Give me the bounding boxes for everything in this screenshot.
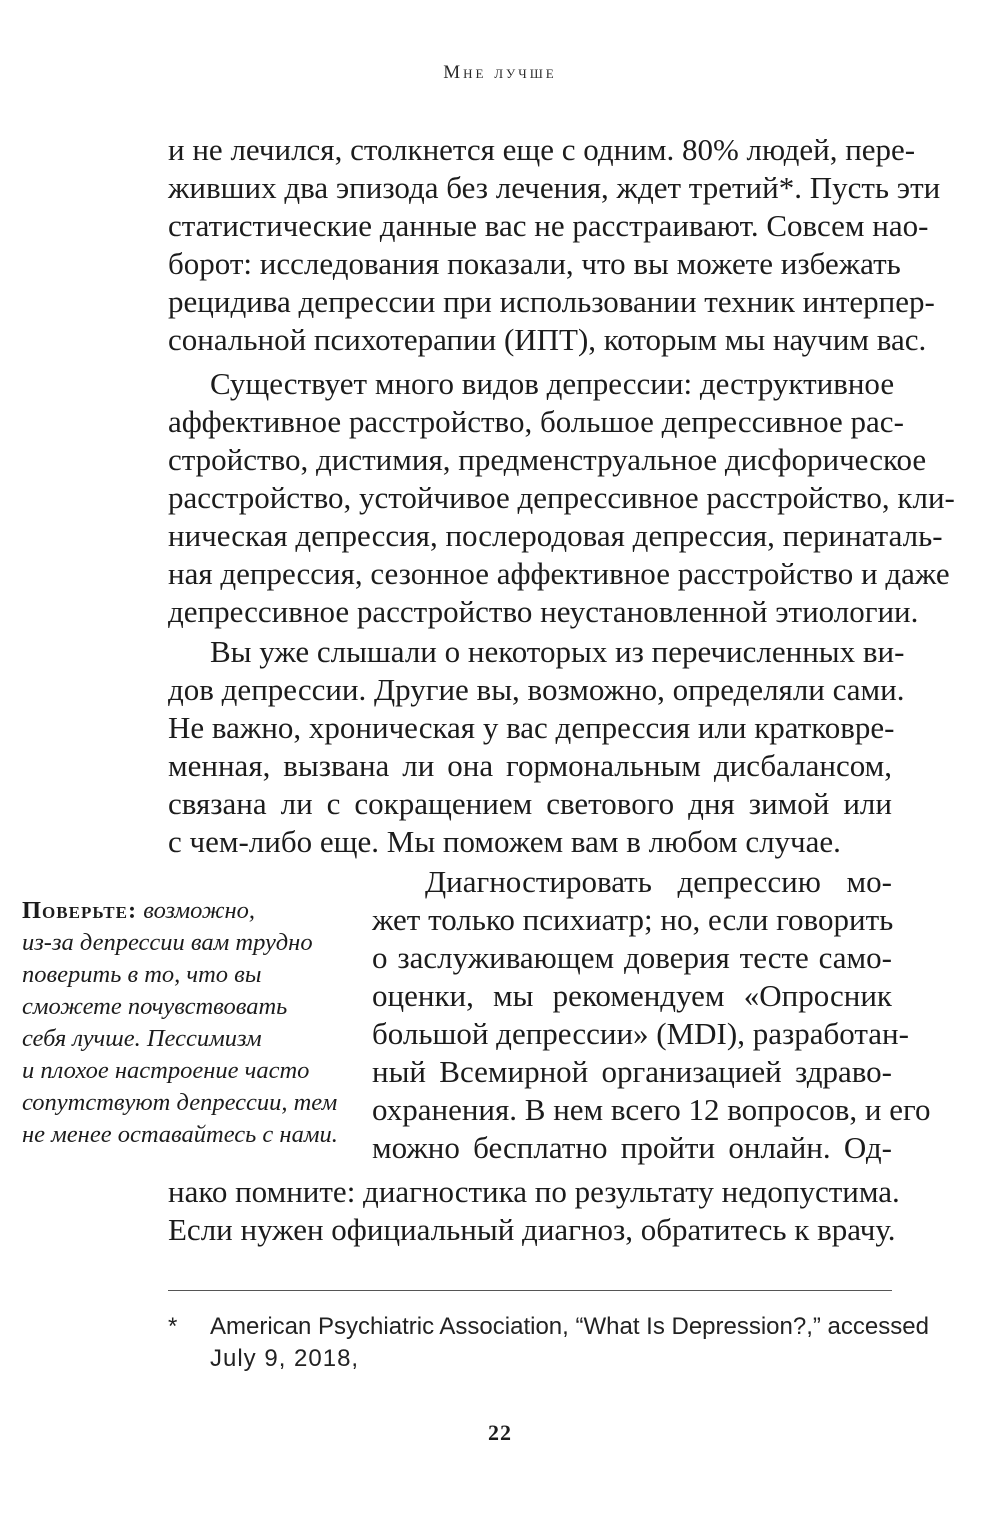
sidebar-note-line: себя лучше. Пессимизм xyxy=(22,1025,262,1052)
body-line: менная, вызвана ли она гормональным дисбалансом, xyxy=(168,748,892,783)
body-line: Диагностировать депрессию мо- xyxy=(425,864,892,899)
body-line: живших два эпизода без лечения, ждет третий*. Пусть эти xyxy=(168,170,941,205)
body-line: рецидива депрессии при использовании техник интерпер- xyxy=(168,284,935,319)
sidebar-note-line: сможете почувствовать xyxy=(22,993,288,1020)
body-line: борот: исследования показали, что вы можете избежать xyxy=(168,246,901,281)
body-line: депрессивное расстройство неустановленной этиологии. xyxy=(168,594,919,629)
sidebar-first-line: возможно, xyxy=(137,897,256,924)
footnote-line: July 9, 2018, xyxy=(210,1345,360,1372)
body-line: расстройство, устойчивое депрессивное расстройство, кли- xyxy=(168,480,955,515)
body-line: дов депрессии. Другие вы, возможно, определяли сами. xyxy=(168,672,905,707)
sidebar-note-line: из-за депрессии вам трудно xyxy=(22,929,313,956)
body-line: аффективное расстройство, большое депрессивное рас- xyxy=(168,404,904,439)
sidebar-lead: Поверьте: xyxy=(22,897,138,924)
sidebar-note-line: и плохое настроение часто xyxy=(22,1057,310,1084)
sidebar-note-line: сопутствуют депрессии, тем xyxy=(22,1089,338,1116)
body-line: охранения. В нем всего 12 вопросов, и его xyxy=(372,1092,931,1127)
body-line: большой депрессии» (MDI), разработан- xyxy=(372,1016,909,1051)
body-line: ническая депрессия, послеродовая депрессия, перинаталь- xyxy=(168,518,943,553)
body-line: сональной психотерапии (ИПТ), которым мы научим вас. xyxy=(168,322,927,357)
body-line: Существует много видов депрессии: деструктивное xyxy=(210,366,895,401)
running-head: Мне лучше xyxy=(443,62,557,83)
body-line: Вы уже слышали о некоторых из перечисленных ви- xyxy=(210,634,905,669)
page-number: 22 xyxy=(488,1420,512,1445)
body-line: Не важно, хроническая у вас депрессия или кратковре- xyxy=(168,710,895,745)
body-line: оценки, мы рекомендуем «Опросник xyxy=(372,978,892,1013)
sidebar-note-line: не менее оставайтесь с нами. xyxy=(22,1121,338,1148)
body-line: Если нужен официальный диагноз, обратитесь к врачу. xyxy=(168,1212,896,1247)
body-line: ный Всемирной организацией здраво- xyxy=(372,1054,892,1089)
sidebar-note-line xyxy=(22,895,352,927)
body-line: можно бесплатно пройти онлайн. Од- xyxy=(372,1130,892,1165)
body-line: ная депрессия, сезонное аффективное расстройство и даже xyxy=(168,556,950,591)
body-line: с чем-либо еще. Мы поможем вам в любом случае. xyxy=(168,824,841,859)
footnote-line: American Psychiatric Association, “What Is Depression?,” accessed xyxy=(210,1313,929,1340)
footnote-marker: * xyxy=(168,1313,178,1340)
body-line: нако помните: диагностика по результату недопустима. xyxy=(168,1174,900,1209)
body-line: связана ли с сокращением светового дня зимой или xyxy=(168,786,892,821)
body-line: статистические данные вас не расстраивают. Совсем нао- xyxy=(168,208,929,243)
sidebar-note-line: поверить в то, что вы xyxy=(22,961,262,988)
body-line: о заслуживающем доверия тесте само- xyxy=(372,940,892,975)
body-line: жет только психиатр; но, если говорить xyxy=(372,902,894,937)
body-line: и не лечился, столкнется еще с одним. 80% людей, пере- xyxy=(168,132,916,167)
body-line: стройство, дистимия, предменструальное дисфорическое xyxy=(168,442,927,477)
footnote-divider xyxy=(168,1290,892,1291)
